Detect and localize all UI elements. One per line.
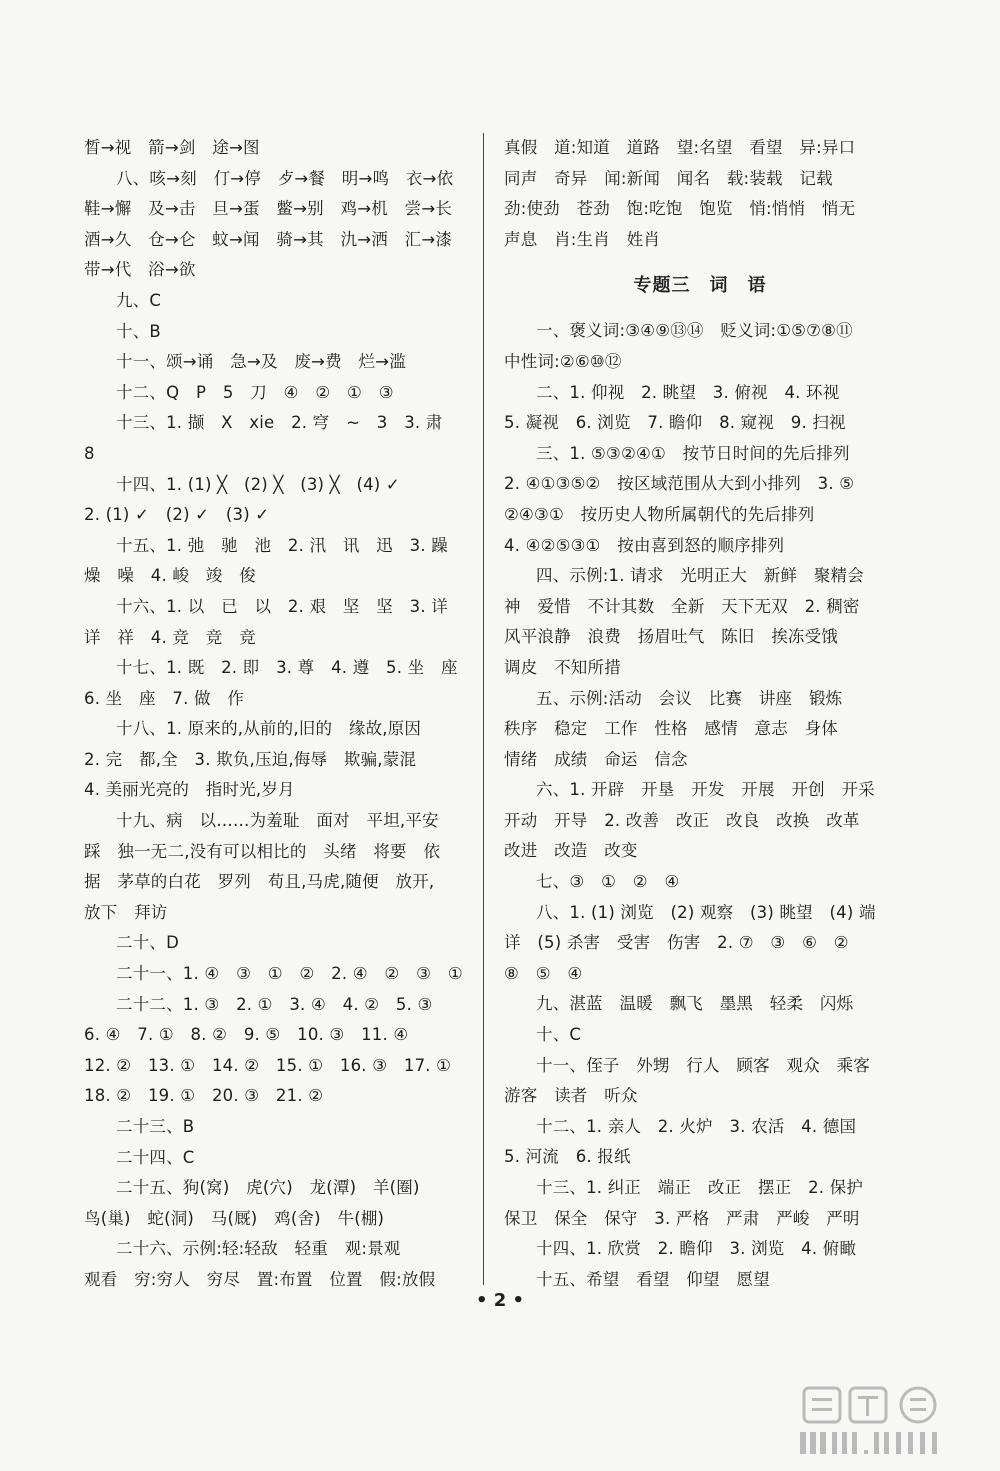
- answer-line: 放下 拜访: [84, 902, 168, 922]
- answer-line: 据 茅草的白花 罗列 苟且,马虎,随便 放开,: [84, 872, 435, 892]
- answer-line: 神 爱惜 不计其数 全新 天下无双 2. 稠密: [504, 596, 860, 616]
- answer-line: 6. ④ 7. ① 8. ② 9. ⑤ 10. ③ 11. ④: [84, 1025, 409, 1045]
- watermark-logo-graphic: [800, 1384, 990, 1459]
- answer-line: 5. 河流 6. 报纸: [504, 1147, 631, 1167]
- answer-line: 十七、1. 既 2. 即 3. 尊 4. 遵 5. 坐 座: [116, 658, 458, 678]
- answer-line: 开动 开导 2. 改善 改正 改良 改换 改革: [504, 810, 860, 830]
- answer-line: 十九、病 以……为羞耻 面对 平坦,平安: [116, 811, 439, 831]
- answer-line: 酒→久 仓→仑 蚊→闻 骑→其 氿→洒 汇→漆: [84, 229, 453, 249]
- answer-line: 十二、1. 亲人 2. 火炉 3. 农活 4. 德国: [536, 1116, 857, 1136]
- answer-line: 五、示例:活动 会议 比赛 讲座 锻炼: [536, 688, 843, 708]
- answer-line: 二十四、C: [116, 1147, 195, 1167]
- answer-line: 三、1. ⑤③②④① 按节日时间的先后排列: [536, 443, 850, 463]
- answer-line: 秩序 稳定 工作 性格 感情 意志 身体: [504, 719, 838, 739]
- answer-line: 观看 穷:穷人 穷尽 置:布置 位置 假:放假: [84, 1269, 436, 1289]
- answer-line: 情绪 成绩 命运 信念: [504, 749, 688, 769]
- answer-line: 劲:使劲 苍劲 饱:吃饱 饱览 悄:悄悄 悄无: [504, 199, 856, 219]
- answer-line: 晳→视 箭→剑 途→图: [84, 138, 260, 157]
- answer-line: 调皮 不知所措: [504, 657, 621, 677]
- watermark-logo: [800, 1384, 990, 1459]
- answer-line: 详 祥 4. 竞 竞 竞: [84, 627, 256, 647]
- answer-line: 5. 凝视 6. 浏览 7. 瞻仰 8. 窥视 9. 扫视: [504, 413, 846, 433]
- answer-line: 18. ② 19. ① 20. ③ 21. ②: [84, 1086, 324, 1106]
- answer-line: 燥 噪 4. 峻 竣 俊: [84, 566, 256, 586]
- answer-line: 十八、1. 原来的,从前的,旧的 缘故,原因: [116, 719, 422, 739]
- answer-line: 中性词:②⑥⑩⑫: [504, 351, 622, 371]
- answer-line: 十、B: [116, 321, 161, 341]
- answer-line: 十一、侄子 外甥 行人 顾客 观众 乘客: [536, 1055, 870, 1075]
- answer-line: 十五、希望 看望 仰望 愿望: [536, 1269, 770, 1289]
- answer-line: ②④③① 按历史人物所属朝代的先后排列: [504, 504, 815, 524]
- section-title: 专题三 词 语: [633, 275, 767, 297]
- answer-line: 二十三、B: [116, 1117, 195, 1136]
- answer-line: 二十五、狗(窝) 虎(穴) 龙(潭) 羊(圈): [116, 1178, 420, 1198]
- answer-line: ⑧ ⑤ ④: [504, 963, 583, 983]
- answer-line: 九、C: [116, 290, 162, 310]
- answer-line: 4. 美丽光亮的 指时光,岁月: [84, 780, 295, 800]
- answer-line: 鸟(巢) 蛇(洞) 马(厩) 鸡(舍) 牛(棚): [84, 1208, 385, 1228]
- answer-line: 十三、1. 纠正 端正 改正 摆正 2. 保护: [536, 1178, 864, 1197]
- right-column-bottom: [504, 316, 896, 1295]
- answer-line: 二十二、1. ③ 2. ① 3. ④ 4. ② 5. ③: [116, 994, 433, 1014]
- page-number: • 2 •: [475, 1290, 525, 1311]
- column-divider: [483, 133, 484, 1285]
- answer-line: 十二、Q P 5 刀 ④ ② ① ③: [116, 382, 394, 402]
- answer-line: 带→代 浴→欲: [84, 260, 196, 280]
- answer-line: 12. ② 13. ① 14. ② 15. ① 16. ③ 17. ①: [84, 1055, 452, 1075]
- answer-line: 十一、颂→诵 急→及 废→费 烂→滥: [116, 352, 406, 372]
- answer-line: 同声 奇异 闻:新闻 闻名 载:装载 记载: [504, 168, 833, 188]
- answer-line: 十四、1. (1) ╳ (2) ╳ (3) ╳ (4) ✓: [116, 474, 400, 494]
- answer-line: 八、咳→刻 仃→停 歺→餐 明→鸣 衣→依: [116, 168, 454, 188]
- answer-line: 2. ④①③⑤② 按区域范围从大到小排列 3. ⑤: [504, 474, 855, 494]
- answer-line: 九、湛蓝 温暖 飘飞 墨黑 轻柔 闪烁: [536, 994, 854, 1014]
- answer-line: 十五、1. 弛 驰 池 2. 汛 讯 迅 3. 躁: [116, 535, 448, 555]
- right-column: [504, 133, 896, 1295]
- answer-line: 十三、1. 撷 X xie 2. 穹 ~ 3 3. 肃: [116, 413, 443, 433]
- answer-line: 保卫 保全 保守 3. 严格 严肃 严峻 严明: [504, 1208, 860, 1228]
- answer-line: 2. (1) ✓ (2) ✓ (3) ✓: [84, 505, 270, 525]
- answer-line: 6. 坐 座 7. 做 作: [84, 688, 245, 708]
- answer-line: 游客 读者 听众: [504, 1086, 638, 1106]
- answer-line: 一、褒义词:③④⑨⑬⑭ 贬义词:①⑤⑦⑧⑪: [536, 321, 853, 341]
- answer-line: 二、1. 仰视 2. 眺望 3. 俯视 4. 环视: [536, 382, 840, 402]
- answer-line: 真假 道:知道 道路 望:名望 看望 异:异口: [504, 138, 856, 157]
- answer-line: 8: [84, 443, 95, 463]
- answer-line: 八、1. (1) 浏览 (2) 观察 (3) 眺望 (4) 端: [536, 902, 876, 922]
- answer-line: 七、③ ① ② ④: [536, 872, 680, 892]
- answer-line: 改进 改造 改变: [504, 841, 638, 861]
- answer-line: 鞋→懈 及→击 旦→蛋 鳖→别 鸡→机 尝→长: [84, 199, 453, 219]
- answer-line: 二十六、示例:轻:轻敌 轻重 观:景观: [116, 1239, 401, 1259]
- answer-line: 踩 独一无二,没有可以相比的 头绪 将要 依: [84, 841, 441, 861]
- answer-line: 4. ④②⑤③① 按由喜到怒的顺序排列: [504, 535, 785, 555]
- answer-line: 详 (5) 杀害 受害 伤害 2. ⑦ ③ ⑥ ②: [504, 933, 849, 953]
- answer-line: 2. 完 都,全 3. 欺负,压迫,侮辱 欺骗,蒙混: [84, 749, 417, 769]
- answer-line: 四、示例:1. 请求 光明正大 新鲜 聚精会: [536, 566, 864, 586]
- answer-line: 二十一、1. ④ ③ ① ② 2. ④ ② ③ ①: [116, 964, 463, 984]
- answer-line: 二十、D: [116, 933, 180, 953]
- answer-line: 六、1. 开辟 开垦 开发 开展 开创 开采: [536, 780, 875, 800]
- answer-line: 十、C: [536, 1025, 582, 1045]
- right-column-top: [504, 133, 896, 255]
- answer-line: 风平浪静 浪费 扬眉吐气 陈旧 挨冻受饿: [504, 627, 838, 647]
- answer-line: 十四、1. 欣赏 2. 瞻仰 3. 浏览 4. 俯瞰: [536, 1239, 857, 1259]
- answer-line: 声息 肖:生肖 姓肖: [504, 229, 661, 249]
- left-column: [84, 133, 464, 1296]
- answer-line: 十六、1. 以 已 以 2. 艰 坚 坚 3. 详: [116, 596, 448, 616]
